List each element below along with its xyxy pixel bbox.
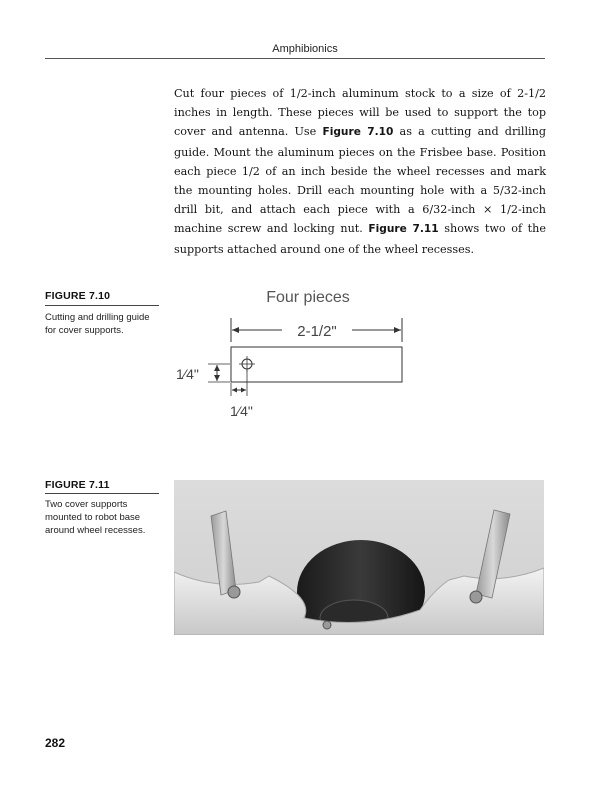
left-mounting-screw (228, 586, 240, 598)
body-text-segment: Cut four pieces of 1/2-inch aluminum stock to a size of 2-1/2 inches in length. These pieces will be used to support the top cover and antenna. Use (174, 87, 546, 139)
side-arrowhead-top (214, 365, 220, 371)
figure-7-11-label: FIGURE 7.11 (45, 479, 110, 491)
arrowhead-right (394, 327, 401, 333)
right-mounting-screw (470, 591, 482, 603)
cover-supports-photo (174, 480, 544, 635)
bottom-arrowhead-left (232, 388, 237, 393)
page-number: 282 (45, 736, 66, 750)
cutting-guide-diagram (160, 282, 430, 432)
center-screw (323, 621, 331, 629)
body-paragraph (174, 84, 546, 259)
figure-reference-7-11[interactable]: Figure 7.11 (368, 223, 439, 236)
figure-7-11-caption: Two cover supports mounted to robot base around wheel recesses. (45, 499, 146, 536)
figure-7-11-rule (45, 493, 159, 494)
bottom-arrowhead-right (241, 388, 246, 393)
aluminum-piece (231, 347, 402, 382)
arrowhead-left (232, 327, 239, 333)
figure-7-10-label: FIGURE 7.10 (45, 290, 111, 302)
body-text-segment: shows two of the supports attached around one of the wheel recesses. (174, 222, 546, 256)
figure-7-10-rule (45, 305, 159, 306)
bottom-offset-label: 1⁄4" (230, 403, 253, 419)
side-arrowhead-bottom (214, 375, 220, 381)
figure-7-10-caption: Cutting and drilling guide for cover supports. (45, 312, 150, 336)
header-title: Amphibionics (272, 43, 338, 55)
length-label: 2-1/2" (297, 323, 337, 340)
body-text-segment: as a cutting and drilling guide. Mount the aluminum pieces on the Frisbee base. Position each piece 1/2 of an inch beside the wheel recesses and mark the mounting holes. Drill each mounting hole with a 5/32-inch drill bit, and attach each piece with a 6/32-inch × 1/2-inch machine screw and locking nut. (174, 125, 546, 236)
side-offset-label: 1⁄4" (176, 366, 199, 382)
diagram-title: Four pieces (266, 289, 350, 306)
header-rule (45, 58, 545, 59)
figure-reference-7-10[interactable]: Figure 7.10 (322, 126, 394, 139)
